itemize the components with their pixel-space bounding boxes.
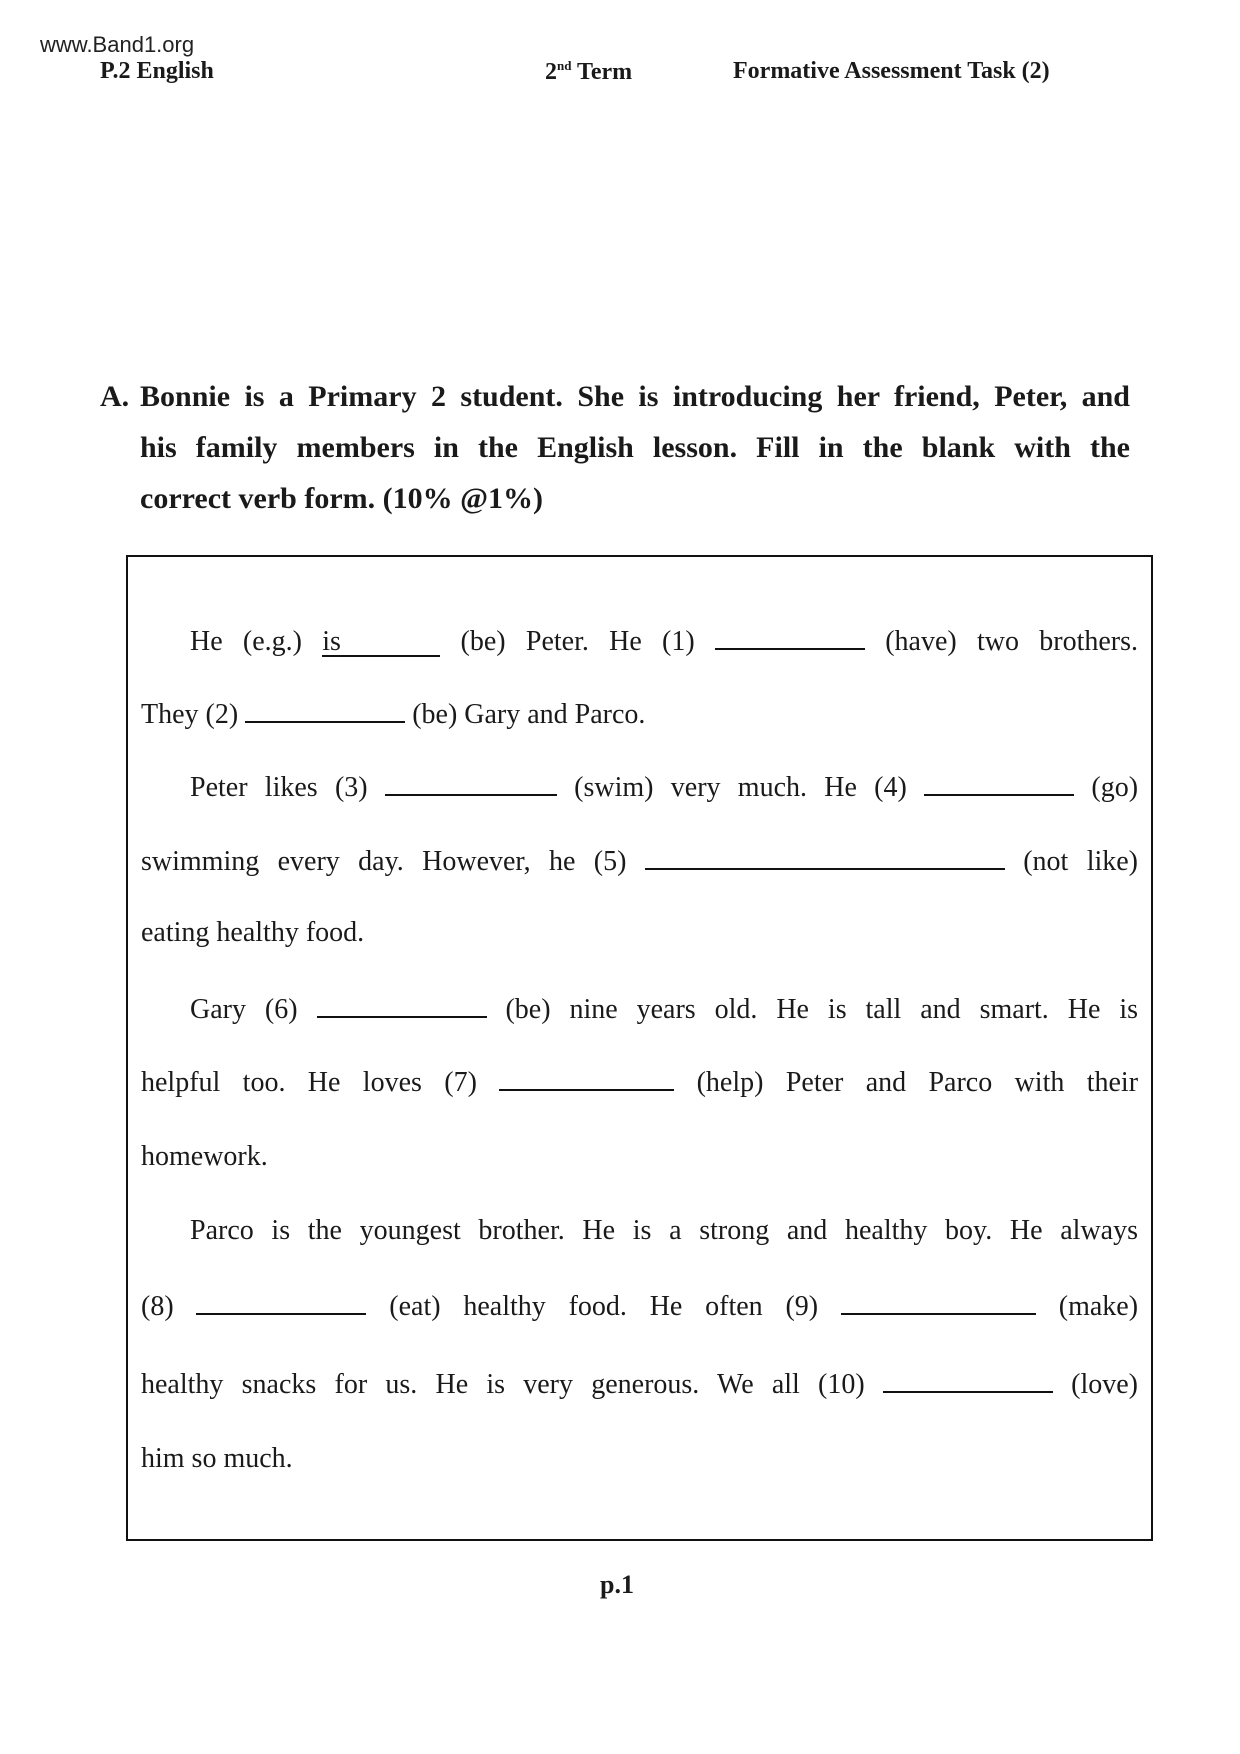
passage-line bbox=[190, 768, 1138, 806]
passage-text: He (e.g.) bbox=[190, 626, 302, 657]
passage-text: him so much. bbox=[141, 1443, 293, 1474]
question-letter: A. bbox=[100, 380, 130, 413]
answer-blank[interactable] bbox=[715, 622, 865, 650]
passage-text: (help) Peter and Parco with their bbox=[696, 1067, 1139, 1098]
passage-line bbox=[190, 1213, 1138, 1249]
instruction-line: correct verb form. (10% @1%) bbox=[140, 482, 544, 515]
term-number: 2 bbox=[545, 59, 557, 85]
example-answer-blank: is bbox=[322, 629, 440, 657]
header-task-title: Formative Assessment Task (2) bbox=[733, 58, 1050, 84]
answer-blank[interactable] bbox=[385, 768, 557, 796]
passage-line bbox=[141, 1287, 1138, 1325]
passage-text: (be) Gary and Parco. bbox=[412, 699, 646, 730]
passage-text: (swim) very much. He (4) bbox=[574, 772, 907, 803]
answer-blank[interactable] bbox=[924, 768, 1074, 796]
passage-text: (go) bbox=[1091, 772, 1139, 803]
passage-text: (have) two brothers. bbox=[885, 626, 1139, 657]
passage-line bbox=[141, 1063, 1138, 1101]
passage-text: homework. bbox=[141, 1141, 268, 1172]
answer-blank[interactable] bbox=[645, 842, 1005, 870]
passage-text: (love) bbox=[1071, 1369, 1138, 1400]
answer-blank[interactable] bbox=[196, 1287, 366, 1315]
watermark-url: www.Band1.org bbox=[40, 32, 195, 57]
passage-text: (be) nine years old. He is tall and smart. He is bbox=[505, 994, 1138, 1025]
term-suffix: nd bbox=[557, 58, 572, 73]
passage-text: Gary (6) bbox=[190, 994, 298, 1025]
header-term bbox=[545, 58, 632, 86]
answer-blank[interactable] bbox=[245, 695, 405, 723]
answer-blank[interactable] bbox=[499, 1063, 674, 1091]
passage-text: helpful too. He loves (7) bbox=[141, 1067, 477, 1098]
passage-text: (8) bbox=[141, 1291, 174, 1322]
passage-text: Peter likes (3) bbox=[190, 772, 368, 803]
passage-line bbox=[190, 990, 1138, 1028]
instruction-line: his family members in the English lesson. Fill in the blank with the bbox=[140, 431, 1130, 464]
term-word: Term bbox=[577, 59, 633, 85]
passage-text: healthy snacks for us. He is very generous. We all (10) bbox=[141, 1369, 865, 1400]
passage-text: (not like) bbox=[1023, 846, 1139, 877]
passage-line bbox=[141, 1365, 1138, 1403]
passage-line bbox=[141, 1139, 1138, 1175]
instruction-line: Bonnie is a Primary 2 student. She is introducing her friend, Peter, and bbox=[140, 380, 1130, 413]
passage-text: They (2) bbox=[141, 699, 239, 730]
passage-line bbox=[190, 622, 1138, 660]
passage-text: eating healthy food. bbox=[141, 917, 365, 948]
passage-line bbox=[141, 695, 1138, 733]
page-number: p.1 bbox=[600, 1570, 634, 1599]
passage-text: (eat) healthy food. He often (9) bbox=[389, 1291, 819, 1322]
answer-blank[interactable] bbox=[317, 990, 487, 1018]
passage-text: (make) bbox=[1058, 1291, 1139, 1322]
passage-text: swimming every day. However, he (5) bbox=[141, 846, 627, 877]
passage-line bbox=[141, 915, 1138, 951]
passage-text: (be) Peter. He (1) bbox=[460, 626, 695, 657]
answer-blank[interactable] bbox=[883, 1365, 1053, 1393]
passage-text: Parco is the youngest brother. He is a strong and healthy boy. He always bbox=[190, 1215, 1138, 1246]
passage-line bbox=[141, 842, 1138, 880]
header-subject: P.2 English bbox=[100, 58, 214, 84]
passage-line bbox=[141, 1441, 1138, 1477]
answer-blank[interactable] bbox=[841, 1287, 1036, 1315]
